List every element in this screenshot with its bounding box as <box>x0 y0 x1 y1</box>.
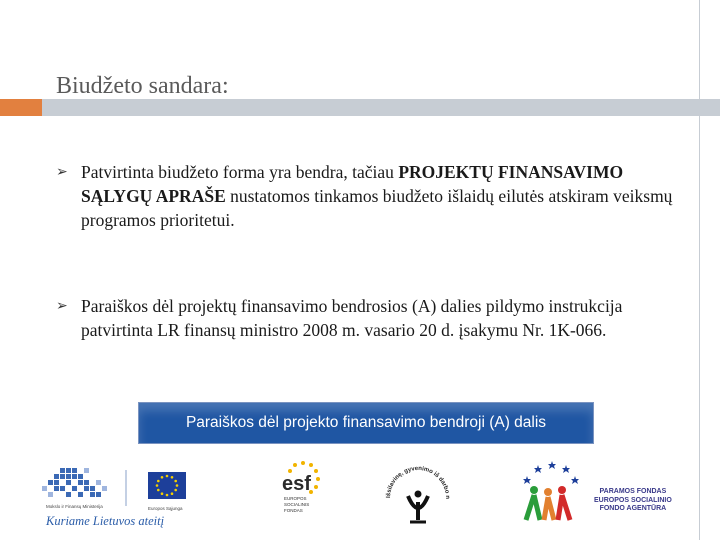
ministry-caption: Mokslo ir Finansų Ministerija <box>46 504 103 509</box>
logo-row <box>38 458 688 528</box>
arrow-bullet-icon: ➢ <box>56 164 68 180</box>
arrow-bullet-icon: ➢ <box>56 298 68 314</box>
esf-caption: EUROPOS SOCIALINIS FONDAS <box>284 496 310 513</box>
people-stars-icon <box>512 460 592 526</box>
bullet-1-bold-text: PROJEKTŲ FINANSAVIMO SĄLYGŲ APRAŠE <box>81 162 624 206</box>
paramos-fondas-logo <box>512 460 688 526</box>
title-accent-bar <box>42 99 700 116</box>
seal-text: Išsilavinę, gyvenimo iš darbo n <box>385 465 451 500</box>
lithuania-ministry-logo <box>38 466 200 528</box>
right-accent-block <box>699 99 720 116</box>
bullet-1-text-start: Patvirtinta biudžeto forma yra bendra, tačiau <box>81 162 399 182</box>
form-part-a-banner[interactable]: Paraiškos dėl projekto finansavimo bendroji (A) dalis <box>138 402 594 444</box>
svg-text:Išsilavinę, gyvenimo iš darbo <box>378 458 450 499</box>
eu-caption: Europos Sąjunga <box>148 506 183 511</box>
slide-title: Biudžeto sandara: <box>56 73 229 99</box>
paramos-fondas-caption: PARAMOS FONDAS EUROPOS SOCIALINIO FONDO AGENTŪRA <box>594 488 672 512</box>
title-accent-orange <box>0 99 42 116</box>
svg-text:esf: esf <box>282 473 311 495</box>
esf-logo <box>278 460 328 526</box>
bullet-item-1 <box>56 160 676 232</box>
lt-slogan: Kuriame Lietuvos ateitį <box>46 514 165 528</box>
round-seal-logo <box>378 458 458 528</box>
right-border-line <box>699 0 700 540</box>
seal-figure-icon <box>378 458 458 528</box>
bullet-1-text-end: nustatomos tinkamos biudžeto išlaidų eilutės atskiram veiksmų programos prioritetui. <box>81 186 673 230</box>
bullet-2-text: Paraiškos dėl projektų finansavimo bendrosios (A) dalies pildymo instrukcija patvirtinta LR finansų ministro 2008 m. vasario 20 d. įsakymu Nr. 1K-066. <box>81 296 623 340</box>
bullet-list <box>56 160 676 342</box>
esf-star-icon <box>278 460 328 496</box>
bullet-item-2 <box>56 294 676 342</box>
